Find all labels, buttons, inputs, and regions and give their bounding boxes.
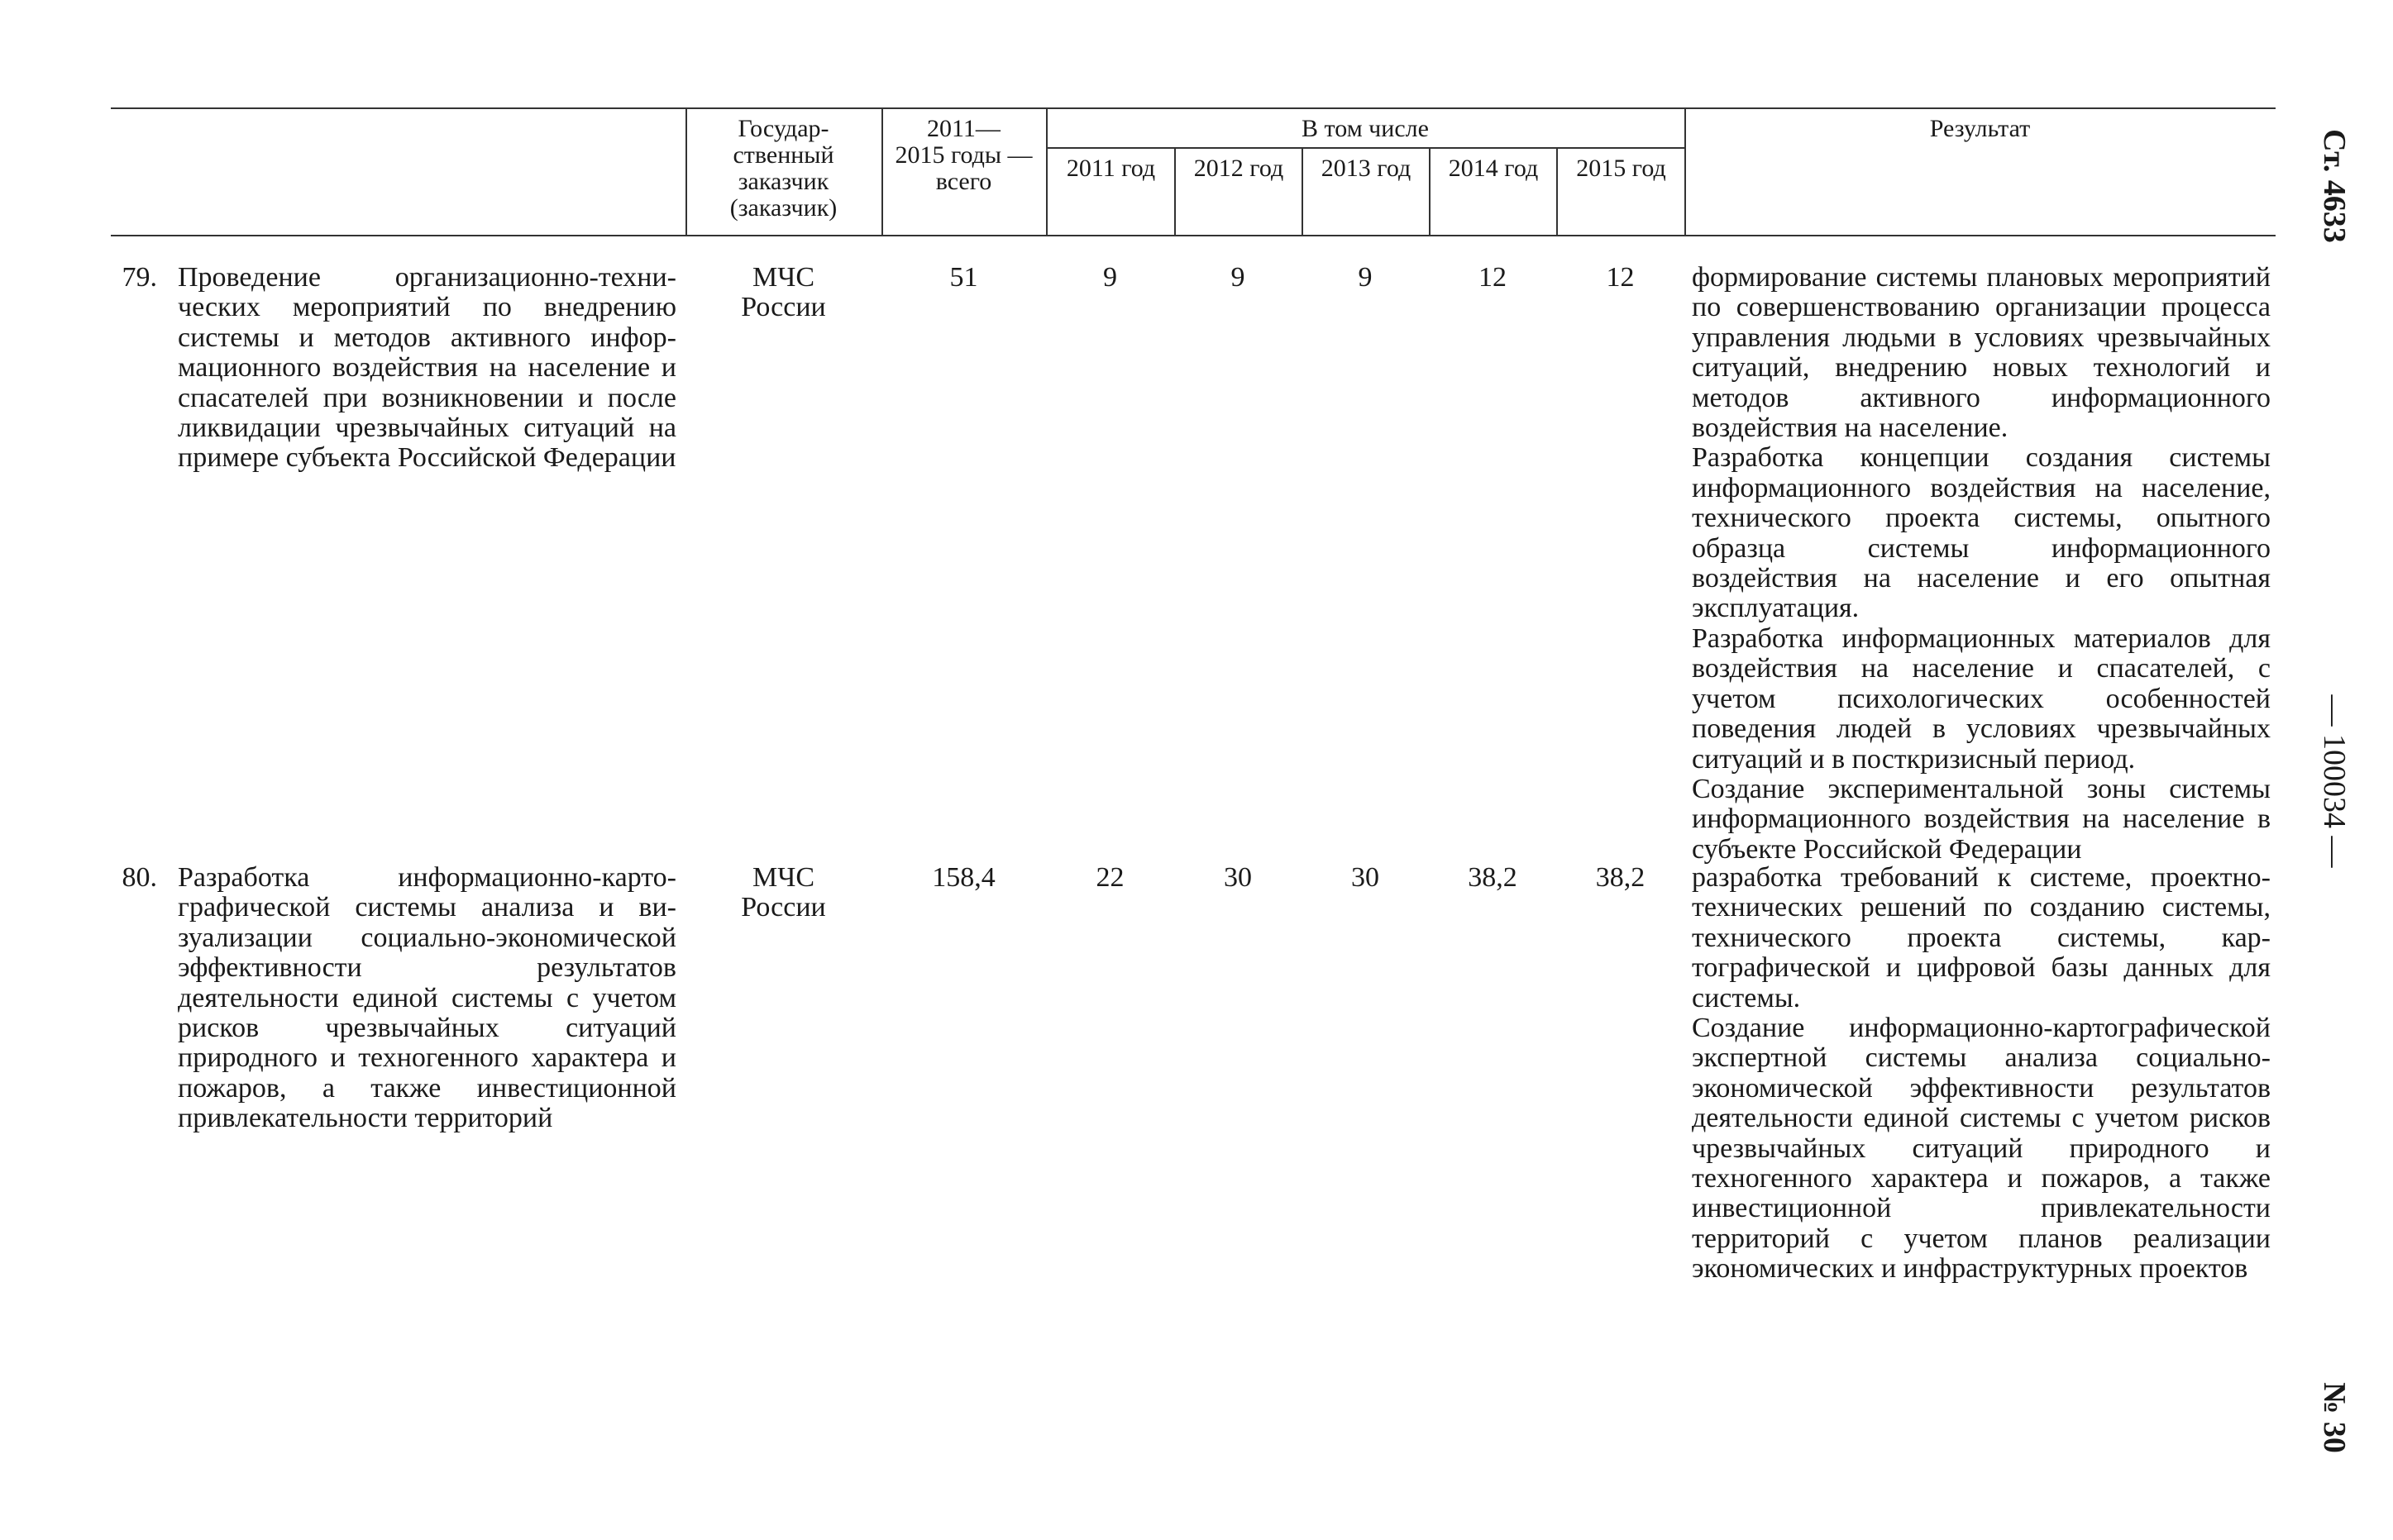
result-paragraph: Создание экспериментальной зоны системы информационного воздействия на население в субъекте Российской Федерации (1692, 773, 2271, 865)
header-year-2014: 2014 год (1448, 155, 1539, 182)
result-paragraph: Разработка концепции создания системы информационного воздействия на население, технического проекта системы, опытного образца системы информационного воздействия на население и его опытная эксплуатация. (1692, 442, 2271, 624)
row-total: 158,4 (932, 862, 996, 893)
row-result (1692, 863, 2271, 1285)
header-including: В том числе (1302, 115, 1429, 142)
header-customer: Государ- ственный заказчик (заказчик) (729, 115, 838, 222)
row-number: 80. (122, 862, 157, 893)
row-year-2013: 9 (1358, 262, 1373, 293)
result-paragraph: формирование системы плановых мероприятий по совершенствованию организации процесса управления людьми в условиях чрезвычайных ситуаций, внедрению новых технологий и методов активного информационного воздействия на население. (1692, 262, 2271, 444)
header-result: Результат (1929, 115, 2031, 142)
row-year-2015: 38,2 (1595, 862, 1645, 893)
row-year-2015: 12 (1606, 262, 1635, 293)
header-total: 2011— 2015 годы — всего (895, 115, 1033, 195)
row-year-2012: 30 (1224, 862, 1252, 893)
page-number: — 100034 — (2317, 694, 2352, 868)
row-result (1692, 263, 2271, 865)
row-year-2011: 22 (1096, 862, 1125, 893)
header-year-2013: 2013 год (1321, 155, 1411, 182)
row-year-2013: 30 (1351, 862, 1379, 893)
row-measure-name: Разработка информационно-картографической системы анализа и визуализации социально-экономической эффективности результатов деятельности единой системы с учетом рисков чрезвычайных ситуаций природного и техногенного характера и пожаров, а также инвестиционной привлекательности территорий (178, 862, 676, 1134)
header-bottom-rule (111, 235, 2276, 236)
row-year-2012: 9 (1230, 262, 1245, 293)
header-year-2012: 2012 год (1193, 155, 1284, 182)
row-customer: МЧС России (741, 262, 826, 323)
header-year-2011: 2011 год (1066, 155, 1156, 182)
header-year-2015: 2015 год (1576, 155, 1666, 182)
row-year-2014: 38,2 (1468, 862, 1517, 893)
row-year-2011: 9 (1103, 262, 1117, 293)
subheader-rule (1046, 147, 1684, 149)
row-customer: МЧС России (741, 862, 826, 923)
row-total: 51 (949, 262, 978, 293)
article-number: Ст. 4633 (2317, 129, 2352, 243)
result-paragraph: разработка требований к системе, проектно-технических решений по созданию системы, технического проекта системы, картографической и цифровой базы данных для системы. (1692, 862, 2271, 1013)
table-top-rule (111, 107, 2276, 109)
result-paragraph: Создание информационно-картографической экспертной системы анализа социально-экономической эффективности результатов деятельности единой системы с учетом рисков чрезвычайных ситуаций природного и техногенного характера и пожаров, а также инвестиционной привлекательности территорий с учетом планов реализации экономических и инфраструктурных проектов (1692, 1013, 2271, 1285)
row-number: 79. (122, 262, 157, 293)
row-year-2014: 12 (1478, 262, 1507, 293)
row-measure-name: Проведение организационно-технических мероприятий по внедрению системы и методов активного информационного воздействия на население и спасателей при возникновении и после ликвидации чрезвычайных ситуаций на примере субъекта Российской Федерации (178, 262, 676, 474)
result-paragraph: Разработка информационных материалов для воздействия на население и спасателей, с учетом психологических особенностей поведения людей в условиях чрезвычайных ситуаций и в посткризисный период. (1692, 622, 2271, 775)
issue-number: № 30 (2317, 1382, 2352, 1453)
